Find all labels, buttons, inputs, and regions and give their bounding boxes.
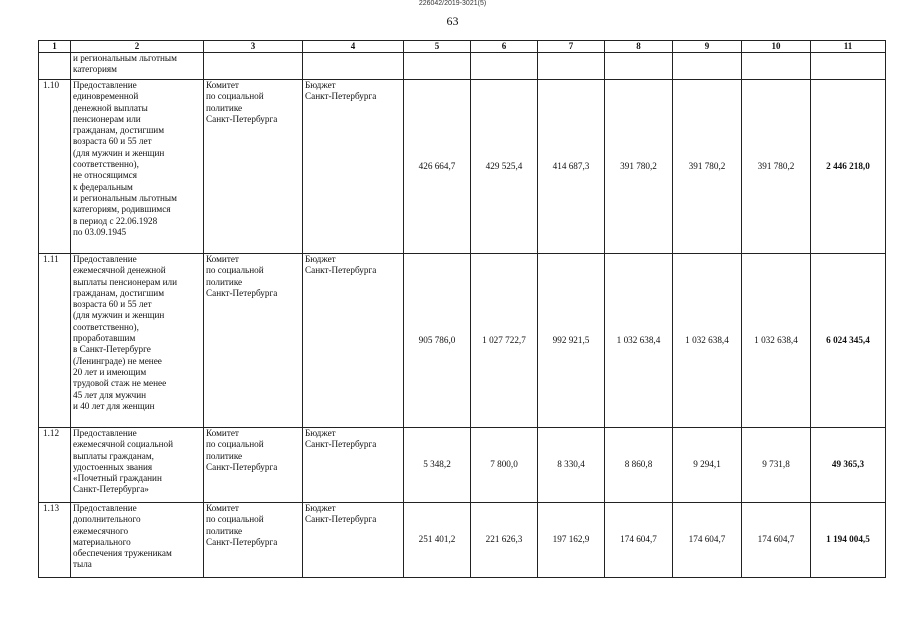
row-value: 414 687,3 xyxy=(538,80,605,254)
column-header: 7 xyxy=(538,41,605,53)
table-row xyxy=(39,428,886,503)
row-funding-source: Бюджет Санкт-Петербурга xyxy=(303,80,404,254)
table-row xyxy=(39,254,886,428)
column-header: 1 xyxy=(39,41,71,53)
row-index: 1.12 xyxy=(39,428,71,503)
row-value: 174 604,7 xyxy=(742,503,811,578)
row-description: Предоставление ежемесячной социальной выплаты гражданам, удостоенных звания «Почетный гражданин Санкт-Петербурга» xyxy=(71,428,204,503)
row-value: 1 032 638,4 xyxy=(742,254,811,428)
row-funding-source: Бюджет Санкт-Петербурга xyxy=(303,254,404,428)
row-value: 221 626,3 xyxy=(471,503,538,578)
row-value: 251 401,2 xyxy=(404,503,471,578)
row-value: 391 780,2 xyxy=(742,80,811,254)
row-value: 8 860,8 xyxy=(605,428,673,503)
row-total: 6 024 345,4 xyxy=(811,254,886,428)
row-value: 1 032 638,4 xyxy=(605,254,673,428)
row-value: 197 162,9 xyxy=(538,503,605,578)
page-number: 63 xyxy=(446,14,459,28)
row-value: 1 027 722,7 xyxy=(471,254,538,428)
row-value: 905 786,0 xyxy=(404,254,471,428)
row-value: 5 348,2 xyxy=(404,428,471,503)
row-value: 174 604,7 xyxy=(673,503,742,578)
column-header: 6 xyxy=(471,41,538,53)
table-row xyxy=(39,80,886,254)
row-executor: Комитет по социальной политике Санкт-Петербурга xyxy=(204,428,303,503)
row-total: 2 446 218,0 xyxy=(811,80,886,254)
row-index: 1.11 xyxy=(39,254,71,428)
column-header: 11 xyxy=(811,41,886,53)
column-header: 10 xyxy=(742,41,811,53)
row-index: 1.10 xyxy=(39,80,71,254)
row-executor: Комитет по социальной политике Санкт-Петербурга xyxy=(204,80,303,254)
table-header-row xyxy=(39,41,886,53)
row-value: 174 604,7 xyxy=(605,503,673,578)
row-value: 429 525,4 xyxy=(471,80,538,254)
row-description: Предоставление ежемесячной денежной выплаты пенсионерам или гражданам, достигшим возраста 60 и 55 лет (для мужчин и женщин соответственно), проработавшим в Санкт-Петербурге (Ленинграде) не менее 20 лет и имеющим трудовой стаж не менее 45 лет для мужчин и 40 лет для женщин xyxy=(71,254,204,428)
row-value: 9 731,8 xyxy=(742,428,811,503)
row-value: 426 664,7 xyxy=(404,80,471,254)
program-funding-table xyxy=(38,40,886,578)
row-value: 391 780,2 xyxy=(673,80,742,254)
row-executor: Комитет по социальной политике Санкт-Петербурга xyxy=(204,503,303,578)
row-total: 1 194 004,5 xyxy=(811,503,886,578)
row-value: 992 921,5 xyxy=(538,254,605,428)
continuation-text: и региональным льготным категориям xyxy=(71,53,204,80)
document-id: 226042/2019-3021(5) xyxy=(418,0,487,7)
column-header: 4 xyxy=(303,41,404,53)
row-value: 391 780,2 xyxy=(605,80,673,254)
row-total: 49 365,3 xyxy=(811,428,886,503)
row-description: Предоставление дополнительного ежемесячного материального обеспечения труженикам тыла xyxy=(71,503,204,578)
column-header: 9 xyxy=(673,41,742,53)
row-index: 1.13 xyxy=(39,503,71,578)
column-header: 8 xyxy=(605,41,673,53)
continuation-row xyxy=(39,53,886,80)
table-row xyxy=(39,503,886,578)
row-value: 8 330,4 xyxy=(538,428,605,503)
row-value: 1 032 638,4 xyxy=(673,254,742,428)
column-header: 3 xyxy=(204,41,303,53)
row-description: Предоставление единовременной денежной выплаты пенсионерам или гражданам, достигшим возраста 60 и 55 лет (для мужчин и женщин соответственно), не относящимся к федеральным и региональным льготным категориям, родившимся в период с 22.06.1928 по 03.09.1945 xyxy=(71,80,204,254)
row-value: 9 294,1 xyxy=(673,428,742,503)
column-header: 5 xyxy=(404,41,471,53)
column-header: 2 xyxy=(71,41,204,53)
row-executor: Комитет по социальной политике Санкт-Петербурга xyxy=(204,254,303,428)
row-funding-source: Бюджет Санкт-Петербурга xyxy=(303,428,404,503)
row-value: 7 800,0 xyxy=(471,428,538,503)
row-funding-source: Бюджет Санкт-Петербурга xyxy=(303,503,404,578)
